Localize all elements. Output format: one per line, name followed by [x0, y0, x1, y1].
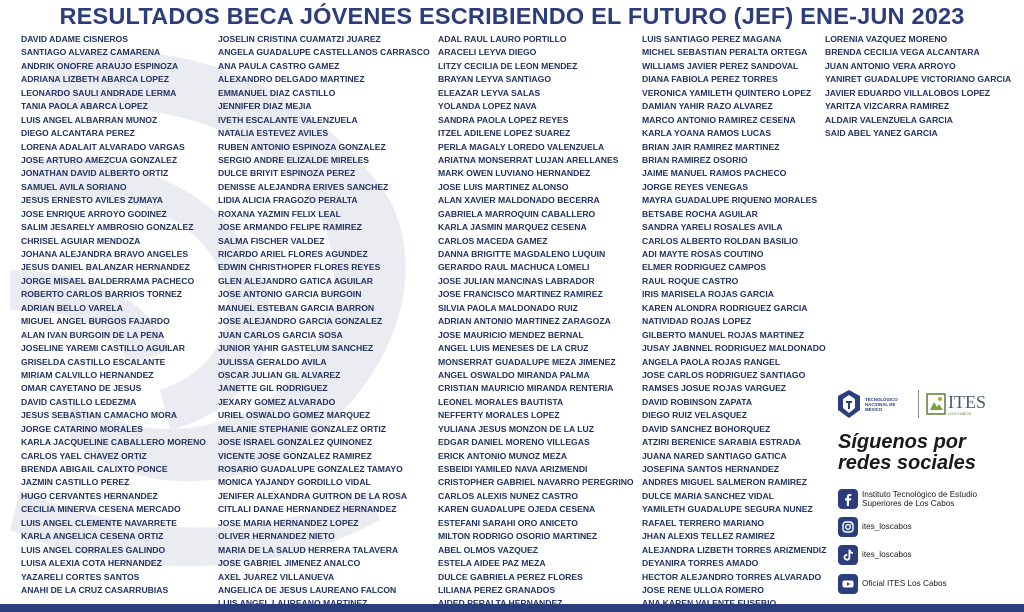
- name-entry: MAYRA GUADALUPE RIQUENO MORALES: [642, 195, 818, 206]
- name-entry: JEXARY GOMEZ ALVARADO: [218, 396, 336, 407]
- name-entry: GRISELDA CASTILLO ESCALANTE: [21, 356, 166, 367]
- name-entry: DULCE BRIYIT ESPINOZA PEREZ: [218, 168, 356, 179]
- name-entry: ROSARIO GUADALUPE GONZALEZ TAMAYO: [218, 464, 403, 474]
- name-entry: SANDRA YARELI ROSALES AVILA: [642, 222, 783, 233]
- name-entry: CRISTIAN MAURICIO MIRANDA RENTERIA: [438, 383, 614, 394]
- name-entry: JORGE CATARINO MORALES: [21, 423, 143, 434]
- name-entry: ALDAIR VALENZUELA GARCIA: [825, 114, 953, 125]
- name-entry: SERGIO ANDRE ELIZALDE MIRELES: [218, 154, 370, 165]
- names-column-1: [21, 33, 206, 597]
- facebook-icon: [838, 489, 858, 509]
- name-entry: LUIS ANGEL ALBARRAN MUNOZ: [21, 114, 158, 125]
- name-entry: MELANIE STEPHANIE GONZALEZ ORTIZ: [218, 423, 387, 434]
- name-entry: EMMANUEL DIAZ CASTILLO: [218, 87, 336, 98]
- tecnm-text-line1: TECNOLÓGICO: [865, 396, 898, 402]
- name-entry: MIGUEL ANGEL BURGOS FAJARDO: [21, 316, 170, 327]
- name-entry: LILIANA PEREZ GRANADOS: [438, 584, 556, 595]
- name-entry: ALAN IVAN BURGOIN DE LA PENA: [21, 329, 165, 340]
- name-entry: RAMSES JOSUE ROJAS VARGUEZ: [642, 383, 787, 394]
- name-entry: ANGEL LUIS MENESES DE LA CRUZ: [438, 343, 589, 354]
- name-entry: LUIS SANTIAGO PEREZ MAGANA: [642, 34, 782, 44]
- name-entry: JENNIFER DIAZ MEJIA: [218, 101, 312, 112]
- tecnm-logo: [836, 389, 911, 419]
- name-entry: JOSE ARTURO AMEZCUA GONZALEZ: [21, 154, 178, 165]
- name-entry: GERARDO RAUL MACHUCA LOMELI: [438, 262, 590, 273]
- name-entry: ANA PAULA CASTRO GAMEZ: [218, 60, 340, 71]
- name-entry: RAUL ROQUE CASTRO: [642, 275, 739, 286]
- ites-emblem-icon: [926, 393, 946, 415]
- name-entry: ERICK ANTONIO MUNOZ MEZA: [438, 450, 567, 461]
- name-entry: GLEN ALEJANDRO GATICA AGUILAR: [218, 275, 374, 286]
- name-entry: ATZIRI BERENICE SARABIA ESTRADA: [642, 437, 801, 448]
- name-entry: JUAN ANTONIO VERA ARROYO: [825, 60, 956, 71]
- name-entry: KARLA ANGELICA CESENA ORTIZ: [21, 531, 164, 542]
- name-entry: YAZARELI CORTES SANTOS: [21, 571, 140, 582]
- name-entry: KARLA YOANA RAMOS LUCAS: [642, 128, 772, 139]
- name-entry: CHRISEL AGUIAR MENDOZA: [21, 235, 141, 246]
- name-entry: KARLA JACQUELINE CABALLERO MORENO: [21, 437, 206, 448]
- name-entry: JOSELIN CRISTINA CUAMATZI JUAREZ: [218, 34, 381, 44]
- name-entry: OMAR CAYETANO DE JESUS: [21, 383, 142, 394]
- name-entry: ADRIANA LIZBETH ABARCA LOPEZ: [21, 74, 169, 85]
- name-entry: JOSE RENE ULLOA ROMERO: [642, 584, 764, 595]
- name-entry: SANTIAGO ALVAREZ CAMARENA: [21, 47, 161, 58]
- name-entry: YARITZA VIZCARRA RAMIREZ: [825, 101, 950, 112]
- name-entry: OSCAR JULIAN GIL ALVAREZ: [218, 369, 341, 380]
- name-entry: DIEGO ALCANTARA PEREZ: [21, 128, 135, 139]
- name-entry: NEFFERTY MORALES LOPEZ: [438, 410, 560, 421]
- name-entry: DULCE GABRIELA PEREZ FLORES: [438, 571, 583, 582]
- names-column-2: [218, 33, 430, 611]
- names-column-4: [642, 33, 826, 611]
- ites-logo: [926, 393, 986, 416]
- name-entry: ALEXANDRO DELGADO MARTINEZ: [218, 74, 365, 85]
- name-entry: KAREN ALONDRA RODRIGUEZ GARCIA: [642, 302, 808, 313]
- name-entry: JOSE ANTONIO GARCIA BURGOIN: [218, 289, 362, 300]
- name-entry: ANDRES MIGUEL SALMERON RAMIREZ: [642, 477, 808, 488]
- name-entry: KAREN GUADALUPE OJEDA CESENA: [438, 504, 596, 515]
- name-entry: BRIAN JAIR RAMIREZ MARTINEZ: [642, 141, 780, 152]
- name-entry: IRIS MARISELA ROJAS GARCIA: [642, 289, 774, 300]
- name-entry: CARLOS ALEXIS NUNEZ CASTRO: [438, 490, 579, 501]
- name-entry: MONSERRAT GUADALUPE MEZA JIMENEZ: [438, 356, 616, 367]
- name-entry: SAID ABEL YANEZ GARCIA: [825, 128, 938, 139]
- name-entry: ARIATNA MONSERRAT LUJAN ARELLANES: [438, 154, 619, 165]
- facebook-name-line1: Instituto Tecnológico de Estudio: [862, 489, 978, 499]
- name-entry: IVETH ESCALANTE VALENZUELA: [218, 114, 358, 125]
- name-entry: JORGE MISAEL BALDERRAMA PACHECO: [21, 275, 195, 286]
- name-entry: LITZY CECILIA DE LEON MENDEZ: [438, 60, 578, 71]
- name-entry: BRAYAN LEYVA SANTIAGO: [438, 74, 552, 85]
- ites-subtitle: LOS CABOS: [948, 410, 972, 416]
- name-entry: YULIANA JESUS MONZON DE LA LUZ: [438, 423, 594, 434]
- social-youtube[interactable]: [838, 574, 947, 594]
- name-entry: JOSE MAURICIO MENDEZ BERNAL: [438, 329, 584, 340]
- name-entry: KARLA JASMIN MARQUEZ CESENA: [438, 222, 587, 233]
- name-entry: ANGEL OSWALDO MIRANDA PALMA: [438, 369, 590, 380]
- name-entry: CARLOS ALBERTO ROLDAN BASILIO: [642, 235, 799, 246]
- name-entry: GILBERTO MANUEL ROJAS MARTINEZ: [642, 329, 805, 340]
- name-entry: EDWIN CHRISTHOPER FLORES REYES: [218, 262, 381, 273]
- name-entry: MARIA DE LA SALUD HERRERA TALAVERA: [218, 544, 399, 555]
- name-entry: LORENA ADALAIT ALVARADO VARGAS: [21, 141, 185, 152]
- name-entry: WILLIAMS JAVIER PEREZ SANDOVAL: [642, 60, 799, 71]
- instagram-icon: [838, 517, 858, 537]
- name-entry: SILVIA PAOLA MALDONADO RUIZ: [438, 302, 578, 313]
- name-entry: ALEJANDRA LIZBETH TORRES ARIZMENDIZ: [642, 544, 827, 555]
- name-entry: JESUS DANIEL BALANZAR HERNANDEZ: [21, 262, 190, 273]
- name-entry: JAZMIN CASTILLO PEREZ: [21, 477, 130, 488]
- name-entry: JULISSA GERALDO AVILA: [218, 356, 327, 367]
- name-entry: JOSE ARMANDO FELIPE RAMIREZ: [218, 222, 362, 233]
- name-entry: DEYANIRA TORRES AMADO: [642, 558, 759, 569]
- name-entry: ESTEFANI SARAHI ORO ANICETO: [438, 517, 578, 528]
- name-entry: MANUEL ESTEBAN GARCIA BARRON: [218, 302, 375, 313]
- tecnm-emblem-icon: [836, 389, 862, 419]
- name-entry: SANDRA PAOLA LOPEZ REYES: [438, 114, 569, 125]
- name-entry: RUBEN ANTONIO ESPINOZA GONZALEZ: [218, 141, 386, 152]
- name-entry: JUNIOR YAHIR GASTELUM SANCHEZ: [218, 343, 374, 354]
- name-entry: JUANA NARED SANTIAGO GATICA: [642, 450, 787, 461]
- name-entry: MARCO ANTONIO RAMIREZ CESENA: [642, 114, 796, 125]
- name-entry: CECILIA MINERVA CESENA MERCADO: [21, 504, 181, 515]
- name-entry: ADAL RAUL LAURO PORTILLO: [438, 34, 567, 44]
- name-entry: JOSE JULIAN MANCINAS LABRADOR: [438, 275, 595, 286]
- name-entry: JHAN ALEXIS TELLEZ RAMIREZ: [642, 531, 775, 542]
- name-entry: DAMIAN YAHIR RAZO ALVAREZ: [642, 101, 773, 112]
- name-entry: DULCE MARIA SANCHEZ VIDAL: [642, 490, 774, 501]
- name-entry: JOSELINE YAREMI CASTILLO AGUILAR: [21, 343, 185, 354]
- name-entry: ADRIAN ANTONIO MARTINEZ ZARAGOZA: [438, 316, 611, 327]
- name-entry: DAVID SANCHEZ BOHORQUEZ: [642, 423, 771, 434]
- name-entry: ALAN XAVIER MALDONADO BECERRA: [438, 195, 600, 206]
- follow-heading: [838, 432, 976, 474]
- name-entry: LUIS ANGEL CORRALES GALINDO: [21, 544, 166, 555]
- name-entry: LEONEL MORALES BAUTISTA: [438, 396, 564, 407]
- name-entry: MILTON RODRIGO OSORIO MARTINEZ: [438, 531, 598, 542]
- name-entry: JESUS SEBASTIAN CAMACHO MORA: [21, 410, 178, 421]
- name-entry: GABRIELA MARROQUIN CABALLERO: [438, 208, 596, 219]
- name-entry: ELMER RODRIGUEZ CAMPOS: [642, 262, 767, 273]
- name-entry: JAIME MANUEL RAMOS PACHECO: [642, 168, 787, 179]
- name-entry: YOLANDA LOPEZ NAVA: [438, 101, 537, 112]
- name-entry: JOSE CARLOS RODRIGUEZ SANTIAGO: [642, 369, 806, 380]
- name-entry: CITLALI DANAE HERNANDEZ HERNANDEZ: [218, 504, 397, 515]
- name-entry: MARK OWEN LUVIANO HERNANDEZ: [438, 168, 591, 179]
- name-entry: YAMILETH GUADALUPE SEGURA NUNEZ: [642, 504, 813, 515]
- name-entry: CARLOS YAEL CHAVEZ ORTIZ: [21, 450, 147, 461]
- name-entry: OLIVER HERNANDEZ NIETO: [218, 531, 335, 542]
- name-entry: CRISTOPHER GABRIEL NAVARRO PEREGRINO: [438, 477, 634, 488]
- name-entry: ANDRIK ONOFRE ARAUJO ESPINOZA: [21, 60, 179, 71]
- name-entry: ARACELI LEYVA DIEGO: [438, 47, 537, 58]
- name-entry: BETSABE ROCHA AGUILAR: [642, 208, 758, 219]
- name-entry: EDGAR DANIEL MORENO VILLEGAS: [438, 437, 590, 448]
- name-entry: SALIM JESARELY AMBROSIO GONZALEZ: [21, 222, 194, 233]
- name-entry: BRENDA CECILIA VEGA ALCANTARA: [825, 47, 980, 58]
- name-entry: CARLOS MACEDA GAMEZ: [438, 235, 548, 246]
- social-tiktok[interactable]: [838, 545, 912, 565]
- names-column-5: [825, 33, 1011, 141]
- name-entry: SALMA FISCHER VALDEZ: [218, 235, 325, 246]
- name-entry: ANGELICA DE JESUS LAUREANO FALCON: [218, 584, 397, 595]
- name-entry: LIDIA ALICIA FRAGOZO PERALTA: [218, 195, 358, 206]
- name-entry: JOSE ISRAEL GONZALEZ QUINONEZ: [218, 437, 373, 448]
- name-entry: ESTELA AIDEE PAZ MEZA: [438, 558, 546, 569]
- name-entry: ANGELA PAOLA ROJAS RANGEL: [642, 356, 781, 367]
- name-entry: LORENIA VAZQUEZ MORENO: [825, 34, 948, 44]
- name-entry: MIRIAM CALVILLO HERNANDEZ: [21, 369, 154, 380]
- name-entry: JOSE LUIS MARTINEZ ALONSO: [438, 181, 569, 192]
- name-entry: VERONICA YAMILETH QUINTERO LOPEZ: [642, 87, 812, 98]
- name-entry: ADRIAN BELLO VARELA: [21, 302, 124, 313]
- instagram-handle: ites_loscabos: [862, 522, 912, 532]
- name-entry: NATALIA ESTEVEZ AVILES: [218, 128, 329, 139]
- institution-logos: [836, 386, 1016, 422]
- social-facebook[interactable]: [838, 489, 977, 509]
- name-entry: MONICA YAJANDY GORDILLO VIDAL: [218, 477, 371, 488]
- name-entry: JAVIER EDUARDO VILLALOBOS LOPEZ: [825, 87, 991, 98]
- facebook-name-line2: Superiores de Los Cabos: [862, 499, 955, 508]
- name-entry: NATIVIDAD ROJAS LOPEZ: [642, 316, 752, 327]
- name-entry: ROBERTO CARLOS BARRIOS TORNEZ: [21, 289, 183, 300]
- name-entry: ITZEL ADILENE LOPEZ SUAREZ: [438, 128, 571, 139]
- name-entry: AXEL JUAREZ VILLANUEVA: [218, 571, 335, 582]
- name-entry: JOSEFINA SANTOS HERNANDEZ: [642, 464, 780, 474]
- name-entry: YANIRET GUADALUPE VICTORIANO GARCIA: [825, 74, 1012, 85]
- name-entry: ROXANA YAZMIN FELIX LEAL: [218, 208, 341, 219]
- name-entry: HUGO CERVANTES HERNANDEZ: [21, 490, 158, 501]
- name-entry: JOSE MARIA HERNANDEZ LOPEZ: [218, 517, 359, 528]
- page-title: RESULTADOS BECA JÓVENES ESCRIBIENDO EL FUTURO (JEF) ENE-JUN 2023: [59, 3, 965, 29]
- name-entry: RAFAEL TERRERO MARIANO: [642, 517, 765, 528]
- name-entry: DIEGO RUIZ VELASQUEZ: [642, 410, 748, 421]
- name-entry: TANIA PAOLA ABARCA LOPEZ: [21, 101, 148, 112]
- youtube-channel: Oficial ITES Los Cabos: [862, 579, 947, 589]
- tiktok-icon: [838, 545, 858, 565]
- tiktok-handle: ites_loscabos: [862, 550, 912, 560]
- name-entry: BRENDA ABIGAIL CALIXTO PONCE: [21, 464, 168, 474]
- social-instagram[interactable]: [838, 517, 912, 537]
- name-entry: ELEAZAR LEYVA SALAS: [438, 87, 541, 98]
- name-entry: ANGELA GUADALUPE CASTELLANOS CARRASCO: [218, 47, 430, 58]
- name-entry: ABEL OLMOS VAZQUEZ: [438, 544, 538, 555]
- name-entry: LEONARDO SAULI ANDRADE LERMA: [21, 87, 177, 98]
- youtube-icon: [838, 574, 858, 594]
- name-entry: VICENTE JOSE GONZALEZ RAMIREZ: [218, 450, 372, 461]
- ites-wordmark: ITES: [948, 391, 986, 412]
- name-entry: PERLA MAGALY LOREDO VALENZUELA: [438, 141, 605, 152]
- name-entry: DENISSE ALEJANDRA ERIVES SANCHEZ: [218, 181, 389, 192]
- tecnm-text-line2: NACIONAL DE MÉXICO: [865, 401, 896, 412]
- name-entry: JOSE ENRIQUE ARROYO GODINEZ: [21, 208, 167, 219]
- name-entry: DANNA BRIGITTE MAGDALENO LUQUIN: [438, 249, 606, 259]
- names-column-3: [438, 33, 634, 611]
- name-entry: JUSAY JABNNEL RODRIGUEZ MALDONADO: [642, 343, 826, 354]
- name-entry: JUAN CARLOS GARCIA SOSA: [218, 329, 343, 340]
- name-entry: HECTOR ALEJANDRO TORRES ALVARADO: [642, 571, 822, 582]
- name-entry: URIEL OSWALDO GOMEZ MARQUEZ: [218, 410, 371, 421]
- name-entry: MICHEL SEBASTIAN PERALTA ORTEGA: [642, 47, 808, 58]
- name-entry: RICARDO ARIEL FLORES AGUNDEZ: [218, 249, 368, 259]
- name-entry: ADI MAYTE ROSAS COUTINO: [642, 249, 764, 259]
- name-entry: DAVID CASTILLO LEDEZMA: [21, 396, 137, 407]
- name-entry: BRIAN RAMIREZ OSORIO: [642, 154, 748, 165]
- name-entry: DIANA FABIOLA PEREZ TORRES: [642, 74, 778, 85]
- name-entry: JOSE ALEJANDRO GARCIA GONZALEZ: [218, 316, 383, 327]
- name-entry: DAVID ADAME CISNEROS: [21, 34, 128, 44]
- name-entry: JONATHAN DAVID ALBERTO ORTIZ: [21, 168, 169, 179]
- name-entry: JANETTE GIL RODRIGUEZ: [218, 383, 328, 394]
- name-entry: ANAHI DE LA CRUZ CASARRUBIAS: [21, 584, 169, 595]
- name-entry: JESUS ERNESTO AVILES ZUMAYA: [21, 195, 163, 206]
- name-entry: JOSE GABRIEL JIMENEZ ANALCO: [218, 558, 361, 569]
- name-entry: DAVID ROBINSON ZAPATA: [642, 396, 753, 407]
- follow-line-2: redes sociales: [838, 452, 976, 474]
- follow-line-1: Síguenos por: [838, 431, 966, 453]
- name-entry: LUISA ALEXIA COTA HERNANDEZ: [21, 558, 162, 569]
- name-entry: ESBEIDI YAMILED NAVA ARIZMENDI: [438, 464, 588, 474]
- name-entry: LUIS ANGEL CLEMENTE NAVARRETE: [21, 517, 177, 528]
- logo-divider: [918, 390, 919, 418]
- name-entry: JORGE REYES VENEGAS: [642, 181, 749, 192]
- name-entry: SAMUEL AVILA SORIANO: [21, 181, 127, 192]
- name-entry: JENIFER ALEXANDRA GUITRON DE LA ROSA: [218, 490, 408, 501]
- name-entry: JOHANA ALEJANDRA BRAVO ANGELES: [21, 249, 189, 259]
- name-entry: JOSE FRANCISCO MARTINEZ RAMIREZ: [438, 289, 603, 300]
- bottom-accent-bar: [0, 604, 1024, 612]
